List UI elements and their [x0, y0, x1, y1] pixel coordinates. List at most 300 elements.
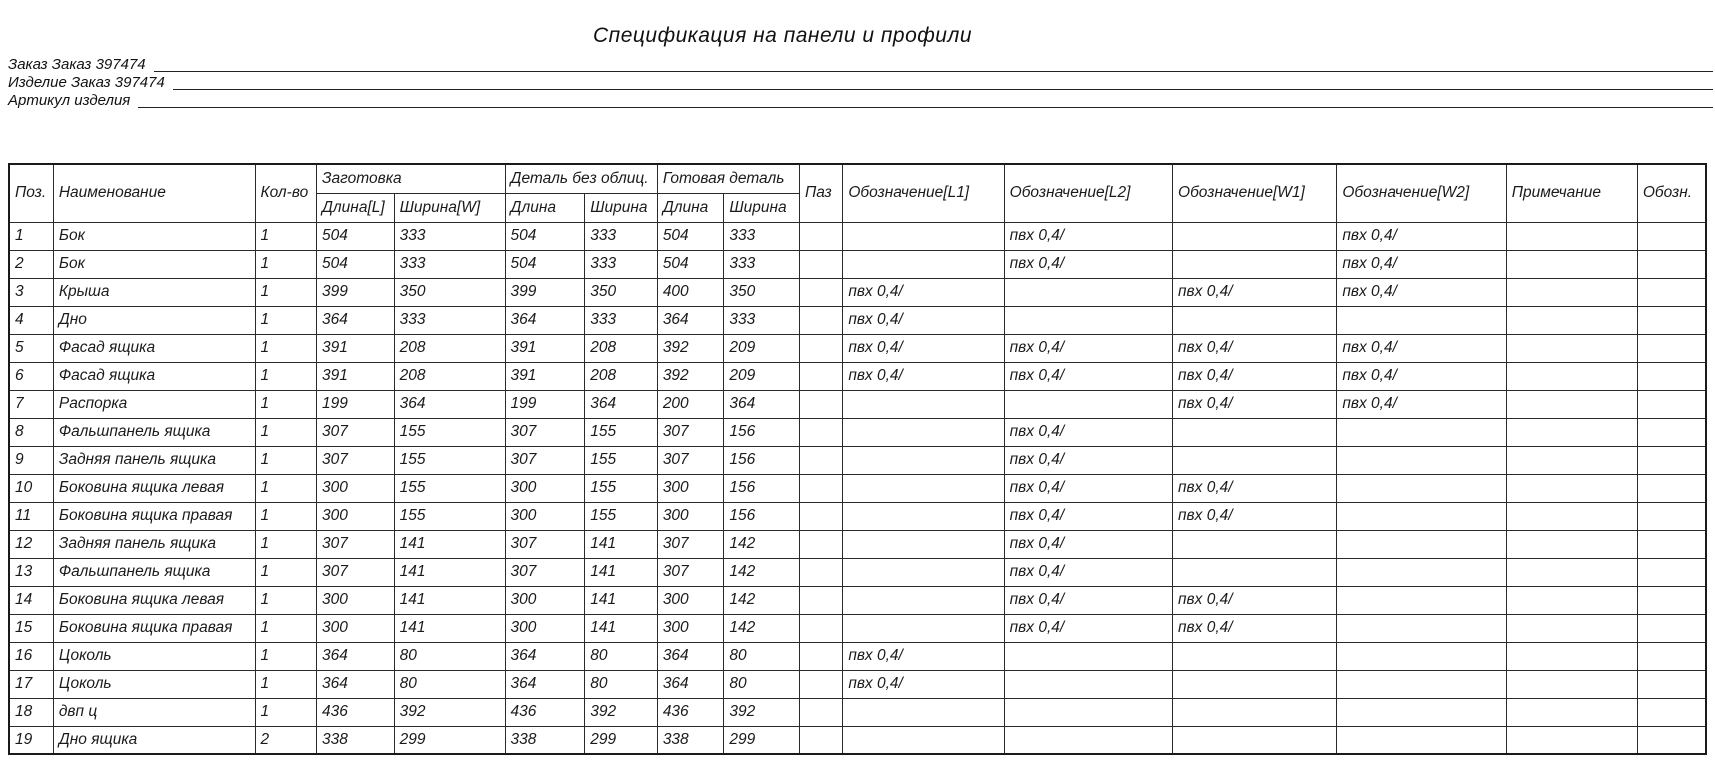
cell-note	[1506, 726, 1637, 754]
cell-blank-width: 155	[394, 474, 505, 502]
cell-blank-length: 364	[317, 642, 395, 670]
table-row	[9, 222, 1706, 250]
cell-edge-w1	[1173, 418, 1337, 446]
cell-name: двп ц	[53, 698, 255, 726]
table-row	[9, 642, 1706, 670]
cell-ready-length: 364	[657, 306, 724, 334]
cell-blank-width: 299	[394, 726, 505, 754]
table-row	[9, 418, 1706, 446]
cell-blank-width: 333	[394, 222, 505, 250]
cell-blank-length: 199	[317, 390, 395, 418]
cell-blank-width: 208	[394, 334, 505, 362]
cell-groove	[799, 558, 842, 586]
cell-pos: 4	[9, 306, 53, 334]
cell-designation	[1637, 586, 1706, 614]
cell-raw-length: 364	[505, 642, 585, 670]
cell-ready-width: 299	[724, 726, 800, 754]
cell-edge-w2: пвх 0,4/	[1337, 362, 1506, 390]
cell-ready-length: 307	[657, 418, 724, 446]
cell-edge-l1	[843, 502, 1004, 530]
cell-name: Задняя панель ящика	[53, 446, 255, 474]
cell-qty: 1	[255, 502, 317, 530]
cell-raw-width: 364	[585, 390, 658, 418]
table-row	[9, 614, 1706, 642]
page-title: Спецификация на панели и профили	[592, 24, 973, 47]
cell-pos: 13	[9, 558, 53, 586]
header-qty: Кол-во	[255, 164, 317, 222]
cell-edge-l1	[843, 418, 1004, 446]
cell-raw-length: 504	[505, 250, 585, 278]
cell-raw-length: 364	[505, 306, 585, 334]
cell-pos: 1	[9, 222, 53, 250]
cell-qty: 1	[255, 222, 317, 250]
cell-blank-length: 399	[317, 278, 395, 306]
table-row	[9, 530, 1706, 558]
cell-groove	[799, 614, 842, 642]
header-designation: Обозн.	[1637, 164, 1706, 222]
cell-designation	[1637, 670, 1706, 698]
cell-ready-width: 156	[724, 446, 800, 474]
cell-edge-l1: пвх 0,4/	[843, 642, 1004, 670]
cell-raw-length: 364	[505, 670, 585, 698]
cell-edge-w2: пвх 0,4/	[1337, 390, 1506, 418]
cell-raw-width: 141	[585, 558, 658, 586]
cell-blank-length: 307	[317, 418, 395, 446]
cell-blank-width: 141	[394, 530, 505, 558]
cell-note	[1506, 698, 1637, 726]
cell-name: Дно ящика	[53, 726, 255, 754]
cell-ready-width: 80	[724, 642, 800, 670]
cell-groove	[799, 306, 842, 334]
cell-ready-length: 200	[657, 390, 724, 418]
cell-name: Боковина ящика правая	[53, 502, 255, 530]
cell-note	[1506, 474, 1637, 502]
cell-blank-width: 392	[394, 698, 505, 726]
cell-groove	[799, 726, 842, 754]
cell-edge-l1: пвх 0,4/	[843, 278, 1004, 306]
cell-ready-length: 338	[657, 726, 724, 754]
cell-raw-length: 300	[505, 614, 585, 642]
order-line	[8, 56, 1713, 74]
cell-raw-width: 333	[585, 222, 658, 250]
table-row	[9, 670, 1706, 698]
cell-designation	[1637, 222, 1706, 250]
cell-ready-length: 300	[657, 586, 724, 614]
cell-ready-width: 209	[724, 334, 800, 362]
cell-qty: 1	[255, 670, 317, 698]
cell-ready-length: 300	[657, 502, 724, 530]
cell-pos: 16	[9, 642, 53, 670]
cell-edge-l2: пвх 0,4/	[1004, 250, 1172, 278]
cell-name: Цоколь	[53, 642, 255, 670]
cell-edge-w2	[1337, 530, 1506, 558]
cell-designation	[1637, 306, 1706, 334]
cell-qty: 1	[255, 418, 317, 446]
cell-edge-w2: пвх 0,4/	[1337, 250, 1506, 278]
table-row	[9, 278, 1706, 306]
cell-designation	[1637, 502, 1706, 530]
cell-edge-l1	[843, 474, 1004, 502]
cell-raw-width: 155	[585, 446, 658, 474]
cell-name: Боковина ящика правая	[53, 614, 255, 642]
table-body	[9, 222, 1706, 754]
cell-designation	[1637, 642, 1706, 670]
cell-groove	[799, 390, 842, 418]
cell-edge-l1	[843, 530, 1004, 558]
cell-ready-length: 436	[657, 698, 724, 726]
cell-qty: 1	[255, 614, 317, 642]
cell-edge-l2	[1004, 306, 1172, 334]
cell-ready-length: 392	[657, 362, 724, 390]
cell-ready-width: 142	[724, 530, 800, 558]
cell-pos: 5	[9, 334, 53, 362]
cell-blank-width: 80	[394, 670, 505, 698]
cell-edge-w2: пвх 0,4/	[1337, 334, 1506, 362]
cell-edge-l2: пвх 0,4/	[1004, 530, 1172, 558]
cell-qty: 1	[255, 306, 317, 334]
cell-ready-length: 300	[657, 614, 724, 642]
cell-edge-w2	[1337, 306, 1506, 334]
cell-edge-l2: пвх 0,4/	[1004, 614, 1172, 642]
cell-edge-l2	[1004, 698, 1172, 726]
cell-groove	[799, 502, 842, 530]
cell-edge-l1	[843, 614, 1004, 642]
article-line-text: Артикул изделия	[8, 92, 131, 109]
cell-note	[1506, 306, 1637, 334]
cell-edge-w1: пвх 0,4/	[1173, 334, 1337, 362]
cell-raw-width: 208	[585, 334, 658, 362]
table-row	[9, 474, 1706, 502]
cell-edge-l2: пвх 0,4/	[1004, 586, 1172, 614]
cell-raw-length: 391	[505, 362, 585, 390]
cell-edge-l2	[1004, 278, 1172, 306]
cell-edge-w2: пвх 0,4/	[1337, 222, 1506, 250]
cell-edge-w2	[1337, 726, 1506, 754]
article-line-rule	[138, 106, 1713, 108]
cell-groove	[799, 642, 842, 670]
cell-blank-length: 364	[317, 306, 395, 334]
cell-blank-length: 300	[317, 614, 395, 642]
product-line-rule	[173, 88, 1713, 90]
cell-pos: 10	[9, 474, 53, 502]
cell-raw-length: 307	[505, 558, 585, 586]
cell-blank-width: 155	[394, 446, 505, 474]
cell-edge-l2: пвх 0,4/	[1004, 502, 1172, 530]
cell-edge-w2	[1337, 670, 1506, 698]
cell-raw-width: 333	[585, 306, 658, 334]
header-edge-w2: Обозначение[W2]	[1337, 164, 1506, 222]
cell-qty: 1	[255, 586, 317, 614]
cell-blank-length: 436	[317, 698, 395, 726]
cell-edge-l1	[843, 250, 1004, 278]
cell-note	[1506, 250, 1637, 278]
cell-name: Дно	[53, 306, 255, 334]
cell-edge-w1	[1173, 250, 1337, 278]
cell-raw-width: 155	[585, 502, 658, 530]
specification-table	[8, 163, 1707, 755]
cell-name: Боковина ящика левая	[53, 586, 255, 614]
cell-edge-w1	[1173, 642, 1337, 670]
cell-qty: 1	[255, 698, 317, 726]
cell-ready-width: 80	[724, 670, 800, 698]
cell-edge-l2: пвх 0,4/	[1004, 446, 1172, 474]
cell-groove	[799, 334, 842, 362]
cell-note	[1506, 390, 1637, 418]
cell-designation	[1637, 278, 1706, 306]
cell-qty: 1	[255, 278, 317, 306]
header-raw-width: Ширина	[585, 193, 658, 222]
cell-pos: 11	[9, 502, 53, 530]
cell-ready-width: 209	[724, 362, 800, 390]
cell-raw-width: 80	[585, 642, 658, 670]
cell-groove	[799, 250, 842, 278]
order-line-text: Заказ Заказ 397474	[8, 56, 146, 73]
cell-designation	[1637, 390, 1706, 418]
cell-blank-width: 333	[394, 306, 505, 334]
cell-note	[1506, 278, 1637, 306]
cell-ready-length: 364	[657, 670, 724, 698]
cell-edge-l1: пвх 0,4/	[843, 670, 1004, 698]
cell-qty: 1	[255, 446, 317, 474]
cell-edge-w1	[1173, 558, 1337, 586]
cell-groove	[799, 586, 842, 614]
cell-blank-width: 350	[394, 278, 505, 306]
cell-name: Цоколь	[53, 670, 255, 698]
cell-pos: 6	[9, 362, 53, 390]
cell-edge-l2	[1004, 670, 1172, 698]
cell-raw-length: 307	[505, 418, 585, 446]
cell-ready-width: 364	[724, 390, 800, 418]
cell-edge-l2: пвх 0,4/	[1004, 222, 1172, 250]
cell-designation	[1637, 474, 1706, 502]
cell-name: Распорка	[53, 390, 255, 418]
cell-blank-length: 300	[317, 586, 395, 614]
cell-ready-width: 156	[724, 502, 800, 530]
cell-note	[1506, 530, 1637, 558]
cell-name: Боковина ящика левая	[53, 474, 255, 502]
cell-pos: 17	[9, 670, 53, 698]
cell-note	[1506, 502, 1637, 530]
cell-groove	[799, 670, 842, 698]
cell-blank-width: 141	[394, 586, 505, 614]
cell-blank-length: 307	[317, 558, 395, 586]
cell-edge-l2: пвх 0,4/	[1004, 418, 1172, 446]
cell-ready-width: 333	[724, 250, 800, 278]
cell-edge-w1: пвх 0,4/	[1173, 362, 1337, 390]
cell-ready-length: 504	[657, 222, 724, 250]
cell-ready-width: 156	[724, 418, 800, 446]
cell-pos: 14	[9, 586, 53, 614]
cell-raw-width: 333	[585, 250, 658, 278]
cell-edge-w2	[1337, 698, 1506, 726]
cell-edge-l1	[843, 726, 1004, 754]
cell-edge-w1: пвх 0,4/	[1173, 474, 1337, 502]
cell-edge-l1	[843, 446, 1004, 474]
table-row	[9, 698, 1706, 726]
cell-raw-width: 80	[585, 670, 658, 698]
header-blank-group: Заготовка	[317, 164, 506, 193]
cell-edge-w1	[1173, 670, 1337, 698]
cell-name: Бок	[53, 222, 255, 250]
cell-groove	[799, 698, 842, 726]
cell-qty: 2	[255, 726, 317, 754]
cell-groove	[799, 362, 842, 390]
cell-raw-width: 141	[585, 614, 658, 642]
cell-edge-w2	[1337, 474, 1506, 502]
cell-name: Фальшпанель ящика	[53, 558, 255, 586]
cell-edge-l1: пвх 0,4/	[843, 334, 1004, 362]
cell-qty: 1	[255, 390, 317, 418]
cell-blank-length: 391	[317, 334, 395, 362]
cell-ready-length: 400	[657, 278, 724, 306]
cell-edge-w2	[1337, 558, 1506, 586]
cell-note	[1506, 362, 1637, 390]
order-line-rule	[154, 70, 1713, 72]
cell-edge-w1: пвх 0,4/	[1173, 502, 1337, 530]
cell-raw-length: 300	[505, 586, 585, 614]
cell-edge-w2	[1337, 502, 1506, 530]
cell-edge-l2	[1004, 642, 1172, 670]
cell-ready-width: 142	[724, 558, 800, 586]
cell-note	[1506, 614, 1637, 642]
cell-name: Фасад ящика	[53, 334, 255, 362]
cell-raw-width: 350	[585, 278, 658, 306]
table-row	[9, 558, 1706, 586]
cell-edge-l2: пвх 0,4/	[1004, 334, 1172, 362]
cell-ready-width: 333	[724, 222, 800, 250]
cell-edge-w2	[1337, 614, 1506, 642]
cell-blank-length: 307	[317, 530, 395, 558]
header-edge-l1: Обозначение[L1]	[843, 164, 1004, 222]
cell-edge-l1	[843, 586, 1004, 614]
header-ready-group: Готовая деталь	[657, 164, 799, 193]
product-line-text: Изделие Заказ 397474	[8, 74, 165, 91]
cell-edge-w1: пвх 0,4/	[1173, 390, 1337, 418]
header-blank-width: Ширина[W]	[394, 193, 505, 222]
cell-blank-width: 80	[394, 642, 505, 670]
cell-pos: 7	[9, 390, 53, 418]
cell-raw-length: 300	[505, 474, 585, 502]
cell-groove	[799, 530, 842, 558]
cell-note	[1506, 642, 1637, 670]
header-raw-length: Длина	[505, 193, 585, 222]
cell-pos: 12	[9, 530, 53, 558]
cell-blank-width: 364	[394, 390, 505, 418]
cell-blank-width: 155	[394, 502, 505, 530]
cell-name: Бок	[53, 250, 255, 278]
cell-edge-w2	[1337, 446, 1506, 474]
cell-designation	[1637, 614, 1706, 642]
product-line	[8, 74, 1713, 92]
cell-edge-l2	[1004, 390, 1172, 418]
table-row	[9, 390, 1706, 418]
cell-blank-length: 307	[317, 446, 395, 474]
cell-raw-length: 391	[505, 334, 585, 362]
cell-ready-width: 142	[724, 614, 800, 642]
cell-edge-w1	[1173, 726, 1337, 754]
cell-groove	[799, 418, 842, 446]
cell-raw-width: 155	[585, 474, 658, 502]
cell-groove	[799, 474, 842, 502]
cell-pos: 8	[9, 418, 53, 446]
cell-ready-length: 307	[657, 558, 724, 586]
cell-designation	[1637, 446, 1706, 474]
cell-raw-length: 307	[505, 530, 585, 558]
cell-ready-length: 307	[657, 446, 724, 474]
cell-blank-length: 300	[317, 502, 395, 530]
cell-blank-width: 333	[394, 250, 505, 278]
cell-pos: 2	[9, 250, 53, 278]
cell-raw-width: 299	[585, 726, 658, 754]
cell-raw-width: 141	[585, 586, 658, 614]
cell-raw-length: 307	[505, 446, 585, 474]
cell-name: Задняя панель ящика	[53, 530, 255, 558]
cell-pos: 18	[9, 698, 53, 726]
cell-edge-l2	[1004, 726, 1172, 754]
header-pos: Поз.	[9, 164, 53, 222]
cell-blank-width: 208	[394, 362, 505, 390]
header-groove: Паз	[799, 164, 842, 222]
cell-designation	[1637, 334, 1706, 362]
cell-name: Фасад ящика	[53, 362, 255, 390]
cell-designation	[1637, 362, 1706, 390]
header-ready-length: Длина	[657, 193, 724, 222]
header-name: Наименование	[53, 164, 255, 222]
cell-ready-length: 364	[657, 642, 724, 670]
cell-pos: 3	[9, 278, 53, 306]
header-edge-w1: Обозначение[W1]	[1173, 164, 1337, 222]
cell-ready-width: 142	[724, 586, 800, 614]
table-row	[9, 306, 1706, 334]
cell-ready-length: 504	[657, 250, 724, 278]
cell-groove	[799, 278, 842, 306]
table-row	[9, 502, 1706, 530]
table-row	[9, 250, 1706, 278]
table-header	[9, 164, 1706, 222]
cell-pos: 9	[9, 446, 53, 474]
cell-designation	[1637, 726, 1706, 754]
cell-ready-length: 307	[657, 530, 724, 558]
cell-ready-width: 333	[724, 306, 800, 334]
cell-edge-w2	[1337, 586, 1506, 614]
cell-raw-length: 436	[505, 698, 585, 726]
cell-raw-width: 155	[585, 418, 658, 446]
cell-designation	[1637, 558, 1706, 586]
cell-edge-l1	[843, 390, 1004, 418]
cell-designation	[1637, 418, 1706, 446]
cell-note	[1506, 334, 1637, 362]
cell-note	[1506, 558, 1637, 586]
cell-raw-width: 208	[585, 362, 658, 390]
cell-note	[1506, 418, 1637, 446]
header-blank-length: Длина[L]	[317, 193, 395, 222]
cell-ready-width: 350	[724, 278, 800, 306]
cell-raw-length: 199	[505, 390, 585, 418]
cell-raw-length: 504	[505, 222, 585, 250]
table-row	[9, 586, 1706, 614]
cell-blank-width: 141	[394, 614, 505, 642]
cell-edge-w1	[1173, 222, 1337, 250]
cell-edge-l1	[843, 222, 1004, 250]
cell-groove	[799, 446, 842, 474]
cell-designation	[1637, 530, 1706, 558]
cell-edge-w1: пвх 0,4/	[1173, 614, 1337, 642]
cell-name: Крыша	[53, 278, 255, 306]
cell-raw-width: 392	[585, 698, 658, 726]
cell-edge-l1	[843, 558, 1004, 586]
table-row	[9, 334, 1706, 362]
article-line	[8, 92, 1713, 110]
